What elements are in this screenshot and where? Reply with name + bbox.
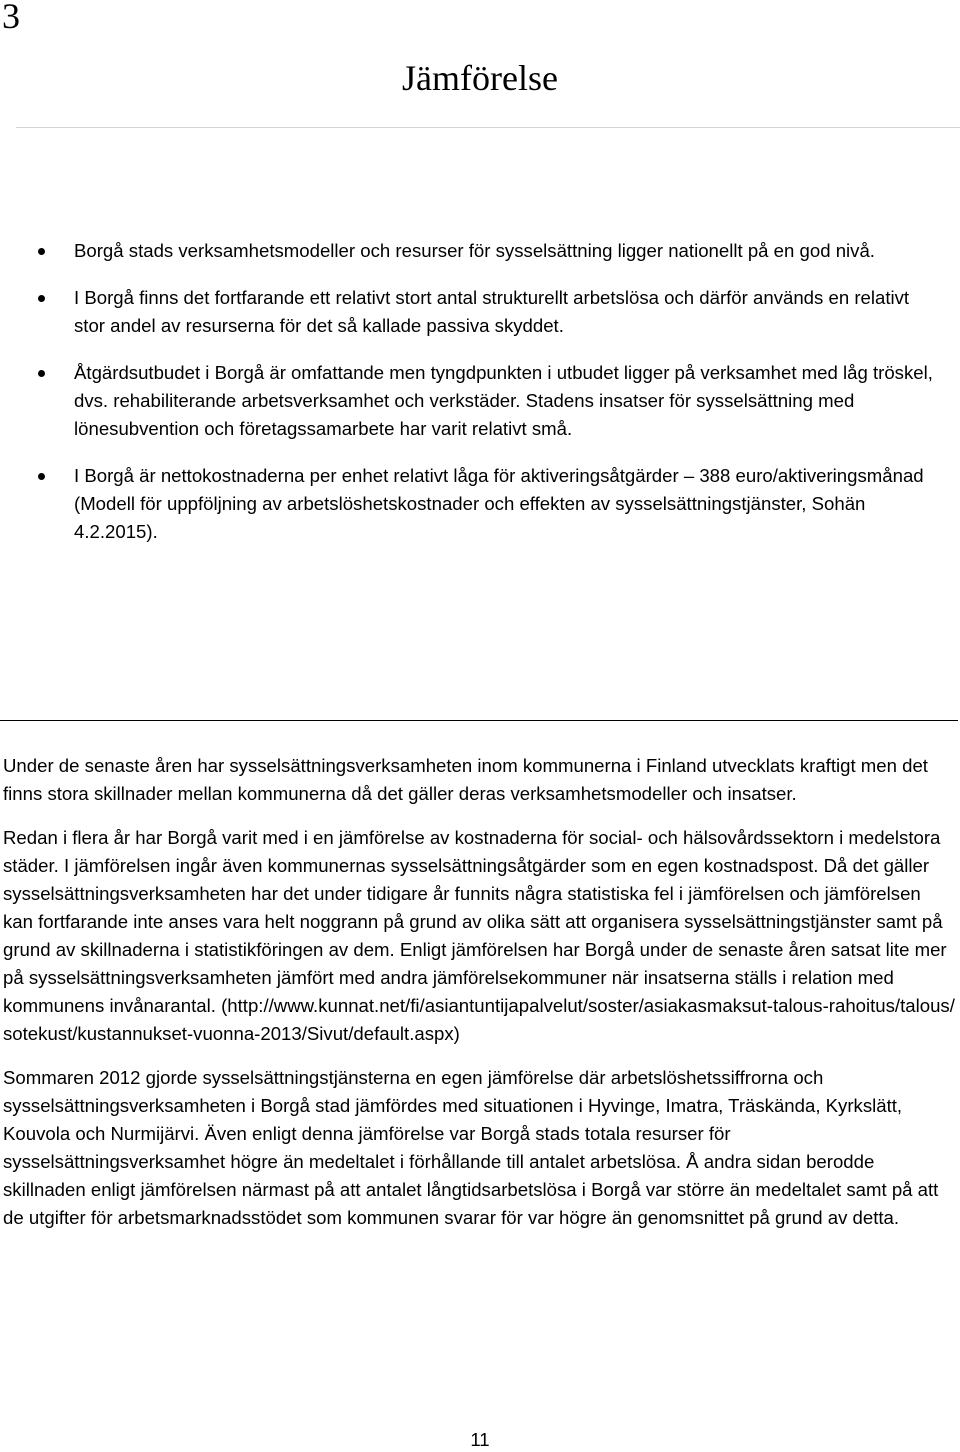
bullet-item [0, 359, 960, 443]
body-text [3, 752, 955, 1232]
bullet-dot-icon [38, 295, 45, 302]
bullet-item [0, 284, 960, 340]
title-rule [16, 127, 960, 128]
bullet-item [0, 462, 960, 546]
reference-link[interactable]: (http://www.kunnat.net/fi/asiantuntijapalvelut/soster/asiakasmaksut-talous-rahoitus/talous/sotekust/kustannukset-vuonna-2013/Sivut/default.aspx) [3, 995, 955, 1044]
chapter-number: 3 [2, 0, 20, 36]
bullet-text: Åtgärdsutbudet i Borgå är omfattande men tyngdpunkten i utbudet ligger på verksamhet med låg tröskel, dvs. rehabiliterande arbetsverksamhet och verkstäder. Stadens insatser för sysselsättning med lönesubvention och företagssamarbete har varit relativt små. [74, 362, 933, 439]
bullet-text: I Borgå är nettokostnaderna per enhet relativt låga för aktiveringsåtgärder – 388 euro/aktiveringsmånad (Modell för uppföljning av arbetslöshetskostnader och effekten av sysselsättningstjänster, Sohän 4.2.2015). [74, 465, 924, 542]
paragraph-text: Redan i flera år har Borgå varit med i en jämförelse av kostnaderna för social- och hälsovårdssektorn i medelstora städer. I jämförelsen ingår även kommunernas sysselsättningsåtgärder som en egen kostnadspost. Då det gäller sysselsättningsverksamheten har det under tidigare år funnits några statistiska fel i jämförelsen och jämförelsen kan fortfarande inte anses vara helt noggrann på grund av olika sätt att organisera sysselsättningstjänster samt på grund av skillnaderna i statistikföringen av dem. Enligt jämförelsen har Borgå under de senaste åren satsat lite mer på sysselsättningsverksamheten jämfört med andra jämförelsekommuner när insatserna ställs i relation med kommunens invånarantal. [3, 827, 947, 1016]
bullet-dot-icon [38, 248, 45, 255]
page-number: 11 [470, 1429, 490, 1450]
bullet-dot-icon [38, 473, 45, 480]
bullet-item [0, 237, 960, 265]
paragraph-intro: Under de senaste åren har sysselsättningsverksamheten inom kommunerna i Finland utvecklats kraftigt men det finns stora skillnader mellan kommunerna då det gäller deras verksamhetsmodeller och insatser. [3, 755, 928, 804]
section-divider [0, 720, 958, 721]
bullet-dot-icon [38, 370, 45, 377]
summary-bullet-list [0, 237, 960, 546]
chapter-title: Jämförelse [402, 58, 558, 98]
paragraph-cost-comparison [3, 824, 955, 1048]
bullet-text: Borgå stads verksamhetsmodeller och resurser för sysselsättning ligger nationellt på en god nivå. [74, 240, 875, 261]
bullet-text: I Borgå finns det fortfarande ett relativt stort antal strukturellt arbetslösa och därför används en relativt stor andel av resurserna för det så kallade passiva skyddet. [74, 287, 910, 336]
paragraph-2012-comparison: Sommaren 2012 gjorde sysselsättningstjänsterna en egen jämförelse där arbetslöshetssiffrorna och sysselsättningsverksamheten i Borgå stad jämfördes med situationen i Hyvinge, Imatra, Träskända, Kyrkslätt, Kouvola och Nurmijärvi. Även enligt denna jämförelse var Borgå stads totala resurser för sysselsättningsverksamhet högre än medeltalet i förhållande till antalet arbetslösa. Å andra sidan berodde skillnaden enligt jämförelsen närmast på att antalet långtidsarbetslösa i Borgå var större än medeltalet samt på att de utgifter för arbetsmarknadsstödet som kommunen svarar för var högre än genomsnittet på grund av detta. [3, 1067, 939, 1228]
